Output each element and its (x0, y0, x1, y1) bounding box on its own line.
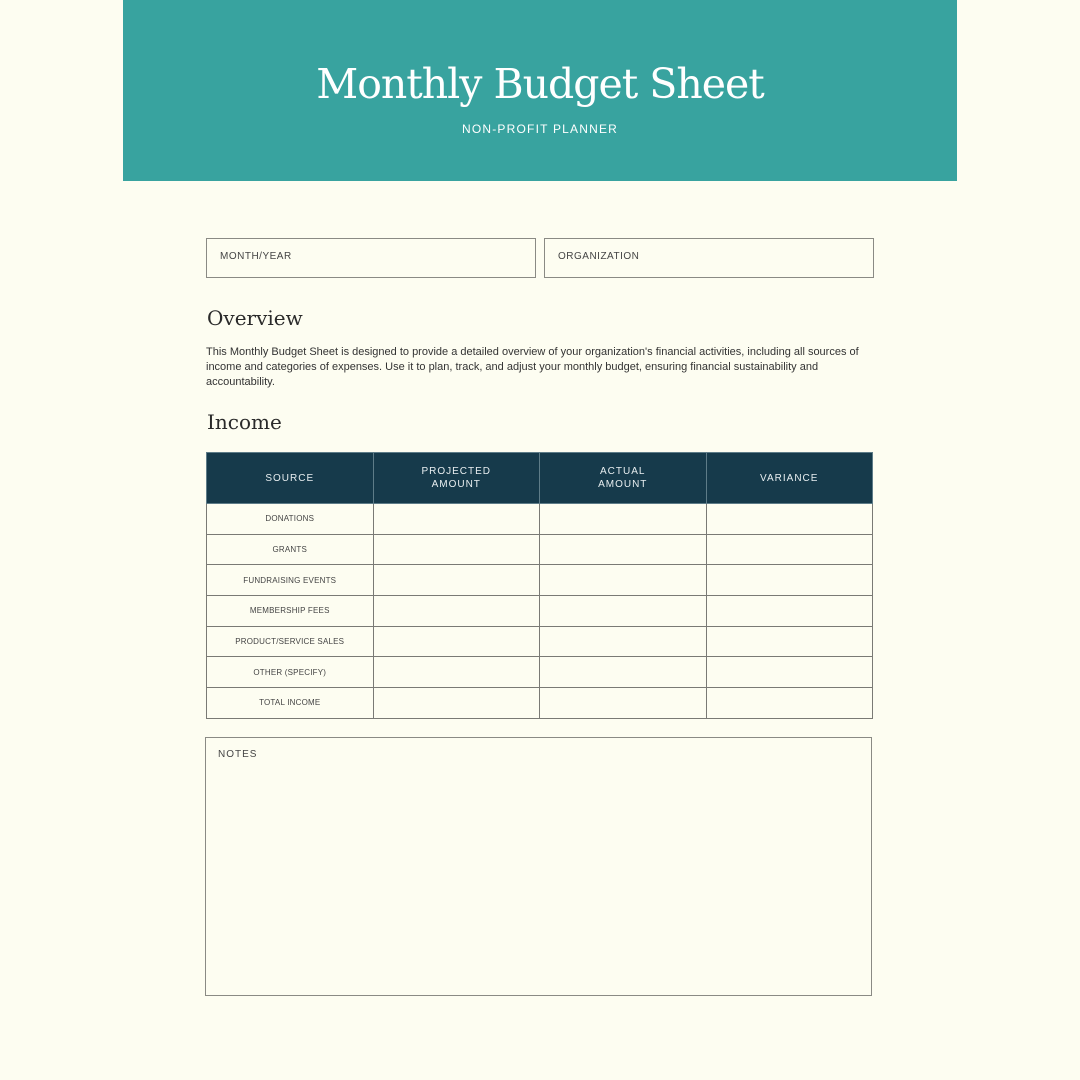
amount-cell[interactable] (540, 534, 707, 565)
page-title: Monthly Budget Sheet (316, 60, 764, 108)
income-heading: Income (207, 410, 282, 434)
table-row (207, 688, 873, 719)
amount-cell[interactable] (540, 565, 707, 596)
column-header: PROJECTED AMOUNT (373, 453, 540, 504)
header-banner (123, 0, 957, 181)
amount-cell[interactable] (706, 626, 873, 657)
column-header: ACTUAL AMOUNT (540, 453, 707, 504)
amount-cell[interactable] (706, 657, 873, 688)
table-row (207, 657, 873, 688)
notes-box[interactable] (205, 737, 872, 996)
amount-cell[interactable] (706, 596, 873, 627)
table-row (207, 504, 873, 535)
amount-cell[interactable] (373, 504, 540, 535)
overview-heading: Overview (207, 306, 303, 330)
source-label: FUNDRAISING EVENTS (207, 565, 374, 596)
source-label: GRANTS (207, 534, 374, 565)
income-table (206, 452, 873, 719)
amount-cell[interactable] (373, 565, 540, 596)
table-row (207, 626, 873, 657)
amount-cell[interactable] (373, 688, 540, 719)
amount-cell[interactable] (373, 596, 540, 627)
source-label: DONATIONS (207, 504, 374, 535)
amount-cell[interactable] (706, 534, 873, 565)
amount-cell[interactable] (540, 504, 707, 535)
overview-text: This Monthly Budget Sheet is designed to provide a detailed overview of your organization's financial activities, including all sources of income and categories of expenses. Use it to plan, track, and adjust your monthly budget, ensuring financial sustainability and accountability. (206, 346, 859, 388)
month-year-field[interactable] (206, 238, 536, 278)
column-header: VARIANCE (706, 453, 873, 504)
notes-label: NOTES (218, 749, 258, 760)
table-row (207, 596, 873, 627)
amount-cell[interactable] (373, 534, 540, 565)
source-label: MEMBERSHIP FEES (207, 596, 374, 627)
page-subtitle: NON-PROFIT PLANNER (461, 122, 619, 136)
amount-cell[interactable] (540, 657, 707, 688)
source-label: TOTAL INCOME (207, 688, 374, 719)
column-header: SOURCE (207, 453, 374, 504)
organization-field[interactable] (544, 238, 874, 278)
source-label: PRODUCT/SERVICE SALES (207, 626, 374, 657)
amount-cell[interactable] (706, 504, 873, 535)
amount-cell[interactable] (373, 657, 540, 688)
amount-cell[interactable] (540, 688, 707, 719)
organization-label: ORGANIZATION (558, 251, 640, 262)
amount-cell[interactable] (540, 596, 707, 627)
amount-cell[interactable] (706, 688, 873, 719)
table-row (207, 565, 873, 596)
month-year-label: MONTH/YEAR (220, 251, 292, 262)
source-label: OTHER (SPECIFY) (207, 657, 374, 688)
amount-cell[interactable] (540, 626, 707, 657)
table-row (207, 534, 873, 565)
amount-cell[interactable] (706, 565, 873, 596)
amount-cell[interactable] (373, 626, 540, 657)
